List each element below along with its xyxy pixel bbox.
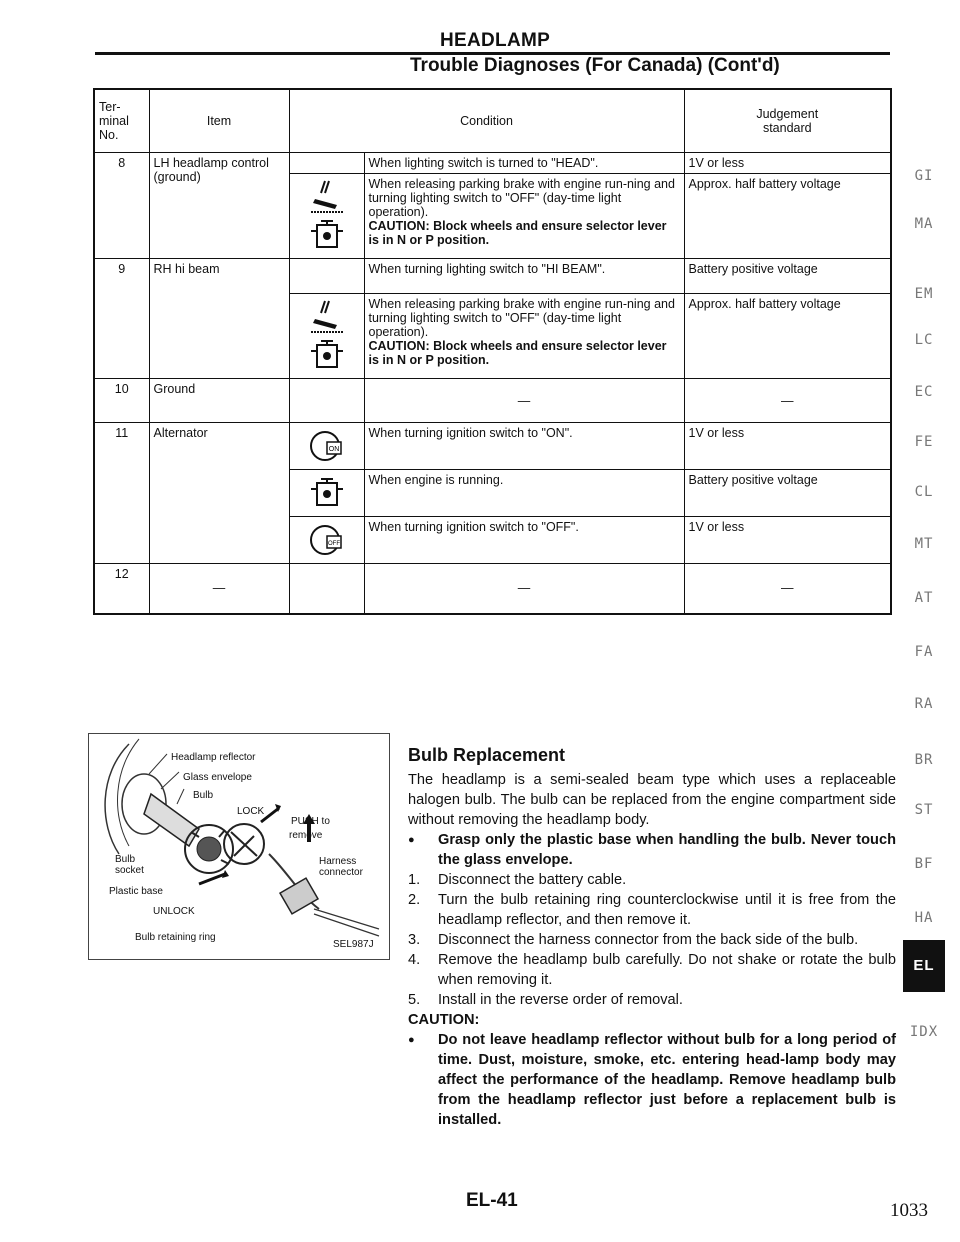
judgement-cell: 1V or less: [684, 153, 891, 174]
symbol-cell: [289, 294, 364, 379]
tab-fa[interactable]: FA: [914, 644, 934, 660]
symbol-cell: [289, 564, 364, 614]
judgement-cell: Approx. half battery voltage: [684, 294, 891, 379]
bulb-body: [408, 770, 896, 1130]
table-row: [94, 379, 891, 423]
judgement-cell: 1V or less: [684, 517, 891, 564]
condition-cell: [364, 294, 684, 379]
tab-idx[interactable]: IDX: [909, 1024, 939, 1040]
step-text: Disconnect the harness connector from the back side of the bulb.: [438, 932, 859, 948]
bullet-text: Grasp only the plastic base when handling the bulb. Never touch the glass envelope.: [438, 832, 896, 868]
label-harness: Harness connector: [319, 856, 363, 878]
condition-caution: CAUTION: Block wheels and ensure selector lever is in N or P position.: [368, 219, 667, 247]
table-row: [94, 564, 891, 614]
label-socket: Bulb socket: [115, 854, 144, 876]
bullet-icon: ●: [408, 834, 415, 846]
condition-cell: [364, 174, 684, 259]
step-number: 1.: [408, 872, 421, 888]
tab-ma[interactable]: MA: [914, 216, 934, 232]
label-ring: Bulb retaining ring: [135, 932, 216, 943]
item-cell: —: [149, 564, 289, 614]
ignition-on-label: ON: [328, 446, 339, 453]
label-bulb: Bulb: [193, 790, 214, 801]
symbol-cell: [289, 470, 364, 517]
condition-cell: When engine is running.: [364, 470, 684, 517]
step-text: Install in the reverse order of removal.: [438, 992, 683, 1008]
terminal-cell: 12: [94, 564, 149, 614]
condition-cell: When lighting switch is turned to "HEAD".: [364, 153, 684, 174]
figure-code: SEL987J: [333, 939, 374, 950]
table-header-row: [94, 89, 891, 153]
ignition-off-icon: [307, 522, 347, 558]
list-item: [408, 870, 896, 890]
header-terminal: Ter- minal No.: [94, 89, 149, 153]
judgement-cell: Battery positive voltage: [684, 470, 891, 517]
list-item: [408, 950, 896, 990]
tab-cl[interactable]: CL: [914, 484, 934, 500]
symbol-cell: [289, 423, 364, 470]
judgement-cell: Battery positive voltage: [684, 259, 891, 294]
tab-bf[interactable]: BF: [914, 856, 934, 872]
bullet-icon: ●: [408, 1034, 415, 1046]
judgement-cell: 1V or less: [684, 423, 891, 470]
step-number: 4.: [408, 952, 421, 968]
caution-heading: CAUTION:: [408, 1012, 480, 1028]
bulb-figure: [88, 733, 390, 960]
tab-br[interactable]: BR: [914, 752, 934, 768]
tab-ha[interactable]: HA: [914, 910, 934, 926]
tab-st[interactable]: ST: [914, 802, 934, 818]
list-item: [408, 930, 896, 950]
condition-cell: When turning ignition switch to "OFF".: [364, 517, 684, 564]
label-base: Plastic base: [109, 886, 163, 897]
engine-running-icon: [307, 475, 347, 511]
ignition-on-icon: [307, 428, 347, 464]
item-cell: Alternator: [149, 423, 289, 564]
table-row: [94, 153, 891, 174]
condition-cell: When turning lighting switch to "HI BEAM".: [364, 259, 684, 294]
tab-em[interactable]: EM: [914, 286, 934, 302]
item-cell: LH headlamp control (ground): [149, 153, 289, 259]
tab-gi[interactable]: GI: [914, 168, 934, 184]
table-row: [94, 423, 891, 470]
condition-cell: —: [364, 379, 684, 423]
header-judgement: Judgement standard: [684, 89, 891, 153]
step-number: 3.: [408, 932, 421, 948]
bulb-bullet: [408, 830, 896, 870]
tab-fe[interactable]: FE: [914, 434, 934, 450]
header-item: Item: [149, 89, 289, 153]
page-title: HEADLAMP: [440, 30, 551, 51]
symbol-cell: [289, 174, 364, 259]
item-cell: Ground: [149, 379, 289, 423]
step-text: Remove the headlamp bulb carefully. Do not shake or rotate the bulb when removing it.: [438, 952, 896, 988]
terminal-cell: 9: [94, 259, 149, 379]
condition-text: When releasing parking brake with engine run-ning and turning lighting switch to "OFF" (day-time light operation).: [368, 177, 675, 219]
judgement-cell: —: [684, 564, 891, 614]
parking-brake-icon: [307, 299, 347, 335]
page-number: 1033: [890, 1200, 928, 1221]
symbol-cell: [289, 259, 364, 294]
symbol-cell: [289, 379, 364, 423]
table-row: [94, 259, 891, 294]
terminal-cell: 10: [94, 379, 149, 423]
list-item: [408, 890, 896, 930]
step-number: 2.: [408, 892, 421, 908]
page-subtitle: Trouble Diagnoses (For Canada) (Cont'd): [410, 55, 780, 76]
terminal-cell: 8: [94, 153, 149, 259]
tab-el[interactable]: EL: [903, 940, 945, 992]
bulb-intro: The headlamp is a semi-sealed beam type which uses a replaceable halogen bulb. The bulb can be replaced from the engine compartment side without removing the headlamp body.: [408, 772, 896, 828]
engine-running-icon: [307, 217, 347, 253]
symbol-cell: [289, 153, 364, 174]
condition-cell: —: [364, 564, 684, 614]
caution-text: Do not leave headlamp reflector without bulb for a long period of time. Dust, moisture, smoke, etc. entering head-lamp body may affect the performance of the headlamp. Remove headlamp bulb from the headlamp reflector just before a replacement bulb is installed.: [438, 1032, 896, 1128]
terminal-cell: 11: [94, 423, 149, 564]
tab-ra[interactable]: RA: [914, 696, 934, 712]
caution-item: [408, 1030, 896, 1130]
step-text: Turn the bulb retaining ring counterclockwise until it is free from the headlamp reflector, and then remove it.: [438, 892, 896, 928]
judgement-cell: Approx. half battery voltage: [684, 174, 891, 259]
tab-lc[interactable]: LC: [914, 332, 934, 348]
label-envelope: Glass envelope: [183, 772, 252, 783]
label-push: PUSH to: [291, 816, 330, 827]
header-condition: Condition: [289, 89, 684, 153]
label-reflector: Headlamp reflector: [171, 752, 256, 763]
step-text: Disconnect the battery cable.: [438, 872, 627, 888]
symbol-cell: [289, 517, 364, 564]
list-item: [408, 990, 896, 1010]
tab-at[interactable]: AT: [914, 590, 934, 606]
condition-caution: CAUTION: Block wheels and ensure selector lever is in N or P position.: [368, 339, 667, 367]
step-number: 5.: [408, 992, 421, 1008]
tab-mt[interactable]: MT: [914, 536, 934, 552]
ignition-off-label: OFF: [327, 541, 340, 547]
item-cell: RH hi beam: [149, 259, 289, 379]
tab-ec[interactable]: EC: [914, 384, 934, 400]
parking-brake-icon: [307, 179, 347, 215]
engine-running-icon: [307, 337, 347, 373]
label-unlock: UNLOCK: [153, 906, 195, 917]
condition-cell: When turning ignition switch to "ON".: [364, 423, 684, 470]
bulb-diagram: [89, 734, 389, 959]
section-page-code: EL-41: [466, 1190, 518, 1211]
diagnosis-table: [93, 88, 892, 615]
condition-text: When releasing parking brake with engine run-ning and turning lighting switch to "OFF" (day-time light operation).: [368, 297, 675, 339]
judgement-cell: —: [684, 379, 891, 423]
bulb-heading: Bulb Replacement: [408, 745, 566, 765]
label-lock: LOCK: [237, 806, 265, 817]
label-remove: remove: [289, 830, 323, 841]
